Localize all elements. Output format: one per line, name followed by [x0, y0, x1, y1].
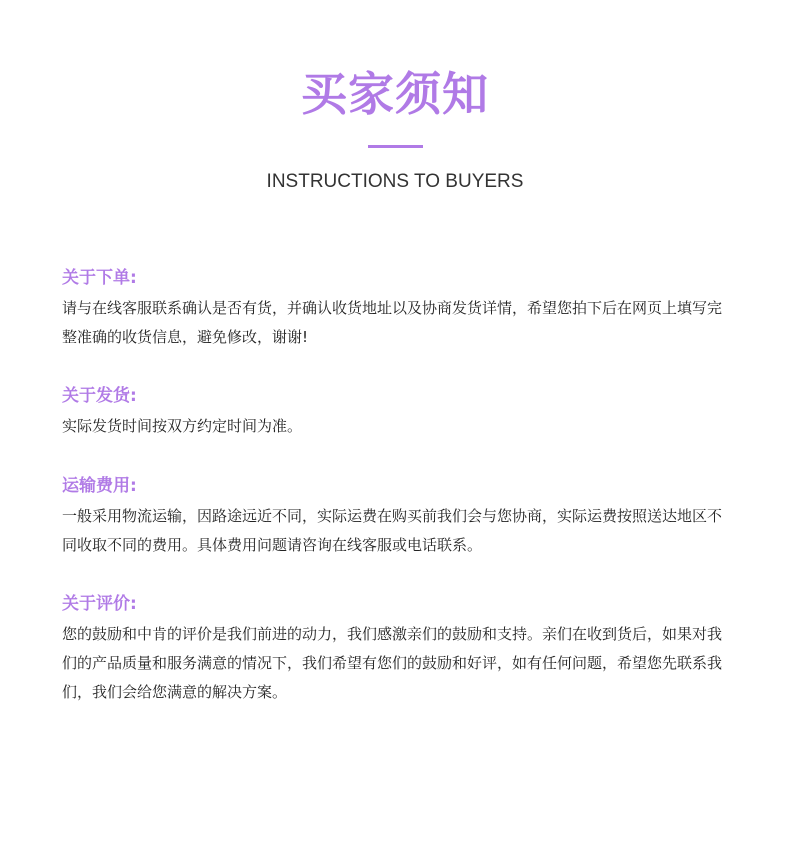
page-subtitle: INSTRUCTIONS TO BUYERS	[266, 171, 524, 192]
section-heading: 运输费用:	[62, 476, 137, 496]
page-title: 买家须知	[301, 67, 489, 121]
section-body: 一般采用物流运输，因路途远近不同，实际运费在购买前我们会与您协商，实际运费按照送达地区不同收取不同的费用。具体费用问题请咨询在线客服或电话联系。	[62, 507, 723, 554]
section-freight	[62, 474, 732, 560]
section-body: 实际发货时间按双方约定时间为准。	[62, 417, 303, 435]
title-divider	[368, 145, 423, 148]
section-ordering	[62, 266, 732, 352]
section-heading: 关于评价:	[62, 594, 137, 614]
section-heading: 关于发货:	[62, 386, 137, 406]
section-shipping	[62, 384, 732, 441]
section-body: 您的鼓励和中肯的评价是我们前进的动力，我们感激亲们的鼓励和支持。亲们在收到货后，如果对我们的产品质量和服务满意的情况下，我们希望有您们的鼓励和好评，如有任何问题，希望您先联系我们，我们会给您满意的解决方案。	[62, 625, 723, 701]
section-body: 请与在线客服联系确认是否有货，并确认收货地址以及协商发货详情，希望您拍下后在网页上填写完整准确的收货信息，避免修改，谢谢!	[62, 299, 723, 346]
section-heading: 关于下单:	[62, 268, 137, 288]
section-reviews	[62, 592, 732, 707]
